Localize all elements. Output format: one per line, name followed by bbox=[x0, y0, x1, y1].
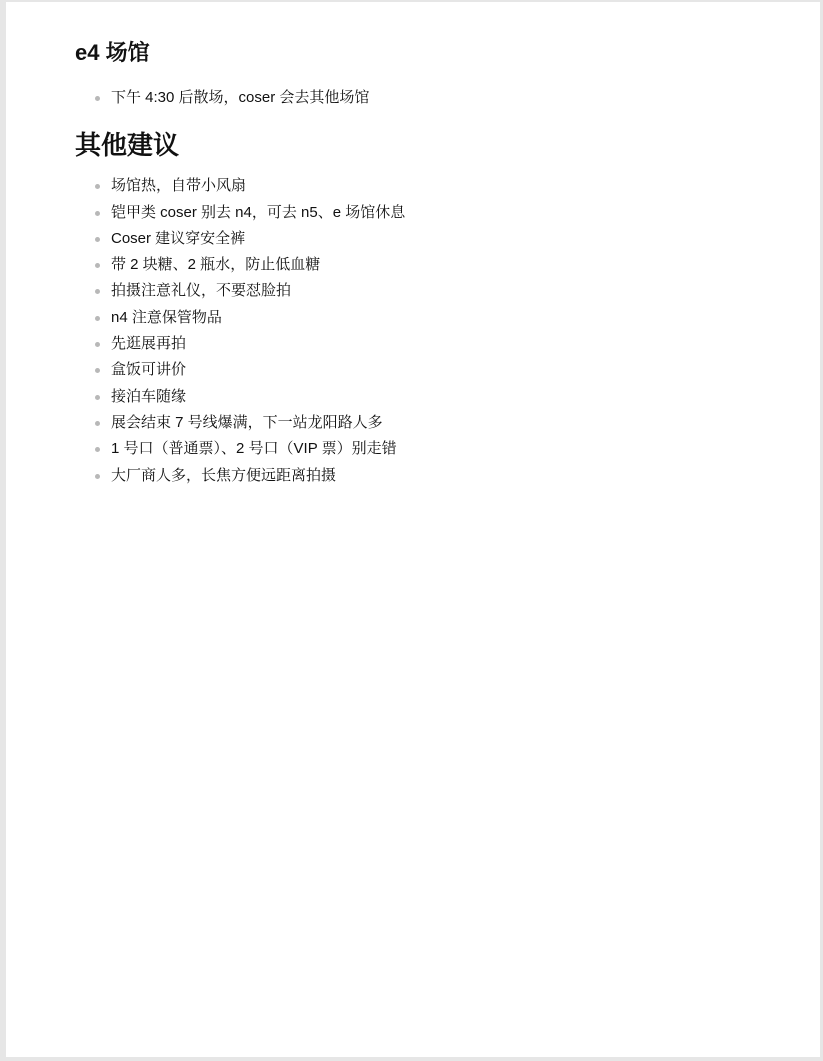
list-item bbox=[75, 436, 775, 462]
list-item-text: 下午 4:30 后散场，coser 会去其他场馆 bbox=[111, 89, 370, 106]
bullet-icon bbox=[95, 395, 100, 400]
list-item bbox=[75, 410, 775, 436]
list-item-text: 先逛展再拍 bbox=[111, 335, 187, 353]
bullet-icon bbox=[95, 474, 100, 479]
list-item-text: 展会结束 7 号线爆满，下一站龙阳路人多 bbox=[111, 413, 383, 431]
bullet-icon bbox=[95, 368, 100, 373]
list-item bbox=[75, 173, 775, 199]
list-item bbox=[75, 357, 775, 383]
list-item bbox=[75, 331, 775, 357]
document-page bbox=[6, 2, 820, 1057]
list-item-text: 拍摄注意礼仪，不要怼脸拍 bbox=[111, 282, 292, 300]
bullet-icon bbox=[95, 289, 100, 294]
list-item-text: 1 号口（普通票）、2 号口（VIP 票）别走错 bbox=[111, 440, 397, 458]
list-item-text: 大厂商人多，长焦方便远距离拍摄 bbox=[111, 466, 337, 484]
bullet-icon bbox=[95, 342, 100, 347]
list-item bbox=[75, 252, 775, 278]
document-content bbox=[75, 38, 775, 489]
bullet-icon bbox=[95, 96, 100, 101]
list-item bbox=[75, 278, 775, 304]
list-item-text: Coser 建议穿安全裤 bbox=[111, 229, 246, 247]
list-item-text: 场馆热，自带小风扇 bbox=[111, 177, 247, 195]
list-item bbox=[75, 200, 775, 226]
list-item-text: 接泊车随缘 bbox=[111, 387, 187, 405]
list-item bbox=[75, 85, 775, 111]
heading-e4-venue: e4 场馆 bbox=[75, 40, 150, 65]
bullet-icon bbox=[95, 184, 100, 189]
list-e4-venue bbox=[75, 85, 775, 111]
list-item-text: 铠甲类 coser 别去 n4，可去 n5、e 场馆休息 bbox=[111, 203, 406, 221]
list-item bbox=[75, 384, 775, 410]
bullet-icon bbox=[95, 316, 100, 321]
list-item bbox=[75, 463, 775, 489]
bullet-icon bbox=[95, 211, 100, 216]
list-item bbox=[75, 226, 775, 252]
bullet-icon bbox=[95, 421, 100, 426]
bullet-icon bbox=[95, 263, 100, 268]
list-item bbox=[75, 305, 775, 331]
list-item-text: 盒饭可讲价 bbox=[111, 361, 187, 379]
heading-other-suggestions: 其他建议 bbox=[75, 130, 180, 161]
bullet-icon bbox=[95, 447, 100, 452]
list-item-text: n4 注意保管物品 bbox=[111, 308, 222, 326]
list-other-suggestions bbox=[75, 173, 775, 489]
list-item-text: 带 2 块糖、2 瓶水，防止低血糖 bbox=[111, 256, 321, 274]
bullet-icon bbox=[95, 237, 100, 242]
